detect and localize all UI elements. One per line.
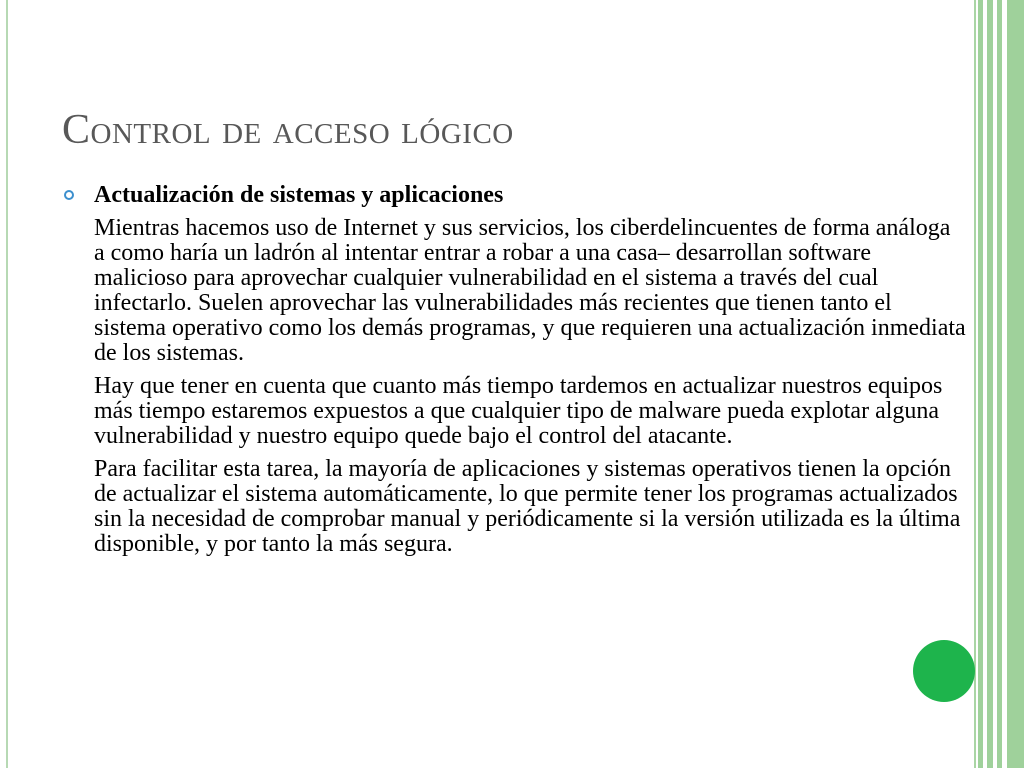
slide-title: Control de acceso lógico <box>62 107 514 153</box>
right-decorative-stripe <box>974 0 976 768</box>
bullet-item <box>62 180 967 557</box>
slide-content <box>62 180 967 565</box>
bullet-heading: Actualización de sistemas y aplicaciones <box>94 182 504 208</box>
left-border-line <box>6 0 8 768</box>
paragraph: Para facilitar esta tarea, la mayoría de aplicaciones y sistemas operativos tienen la opción de actualizar el sistema automáticamente, lo que permite tener los programas actualizados sin la necesidad de comprobar manual y periódicamente si la versión utilizada es la última disponible, y por tanto la más segura. <box>94 456 961 557</box>
right-decorative-stripe <box>987 0 993 768</box>
decorative-green-circle <box>913 640 975 702</box>
right-decorative-stripe <box>1007 0 1024 768</box>
right-decorative-stripe <box>997 0 1002 768</box>
right-decorative-stripe <box>978 0 983 768</box>
hollow-circle-bullet-icon <box>64 190 74 200</box>
paragraph: Mientras hacemos uso de Internet y sus servicios, los ciberdelincuentes de forma análoga a como haría un ladrón al intentar entrar a robar a una casa– desarrollan software malicioso para aprovechar cualquier vulnerabilidad en el sistema a través del cual infectarlo. Suelen aprovechar las vulnerabilidades más recientes que tienen tanto el sistema operativo como los demás programas, y que requieren una actualización inmediata de los sistemas. <box>94 215 966 366</box>
paragraph: Hay que tener en cuenta que cuanto más tiempo tardemos en actualizar nuestros equipos más tiempo estaremos expuestos a que cualquier tipo de malware pueda explotar alguna vulnerabilidad y nuestro equipo quede bajo el control del atacante. <box>94 373 943 449</box>
